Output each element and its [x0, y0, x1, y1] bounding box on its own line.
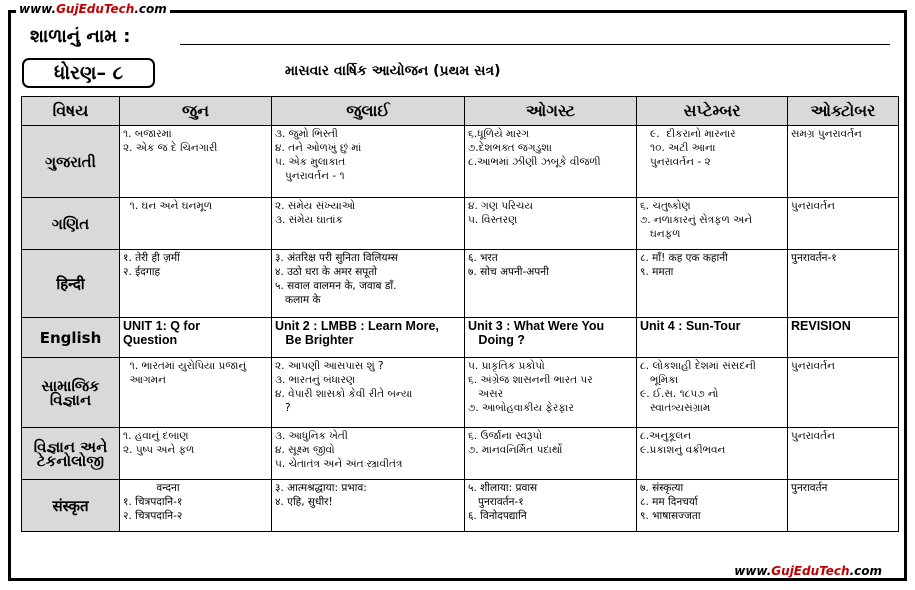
topic-line: ४. उठो धरा के अमर सपूतो: [275, 266, 377, 278]
topic-line: ૪. સૂક્ષ્મ જીવો: [275, 444, 335, 456]
topic-line: Question: [123, 333, 178, 347]
topic-cell: [465, 198, 637, 250]
topic-line: ८. माँ! कह एक कहानी: [640, 252, 728, 264]
topic-line: UNIT 1: Q for: [123, 319, 201, 333]
website-label-bottom: www.GujEduTech.com: [731, 564, 885, 578]
topic-cell: [120, 428, 272, 480]
website-label-top: www.GujEduTech.com: [16, 2, 170, 16]
topic-line: ૪. વેપારી શાસકો કેવી રીતે બન્યા: [275, 388, 413, 400]
topic-line: ૯. દીકરાનો મારનાર: [640, 128, 736, 140]
topic-line: ૫. ચેતાતંત્ર અને અંતઃસ્ત્રાવીતંત્ર: [275, 458, 403, 470]
column-header: ઓગસ્ટ: [465, 97, 637, 126]
subject-cell: [22, 126, 120, 198]
topic-line: ૧. ઘન અને ઘનમૂળ: [123, 200, 213, 212]
topic-cell: [120, 480, 272, 532]
topic-line: ૨. પુષ્પ અને ફળ: [123, 444, 195, 456]
column-header: જુલાઈ: [272, 97, 465, 126]
topic-line: ઘનફળ: [640, 228, 681, 240]
topic-cell: [465, 358, 637, 428]
topic-line: २. चित्रपदानि-२: [123, 510, 183, 522]
table-row: [22, 198, 899, 250]
topic-line: ४. एहि, सुधीर!: [275, 496, 333, 508]
topic-cell: [120, 358, 272, 428]
topic-cell: [465, 480, 637, 532]
topic-line: ६. विनोदपद्यानि: [468, 510, 527, 522]
subject-name: English: [39, 328, 102, 347]
table-row: [22, 126, 899, 198]
topic-line: ૮.આભમાં ઝીણી ઝબૂકે વીજળી: [468, 156, 601, 168]
topic-cell: [637, 126, 788, 198]
topic-line: ?: [275, 402, 291, 414]
column-header: ઓક્ટોબર: [788, 97, 899, 126]
topic-line: ૩. જુમો ભિસ્તી: [275, 128, 338, 140]
topic-line: ३. आत्मश्रद्धाया: प्रभाव:: [275, 482, 367, 494]
table-header-row: [22, 97, 899, 126]
topic-line: પુનરાવર્તન - ૨: [640, 156, 711, 168]
topic-line: ભૂમિકા: [640, 374, 679, 386]
topic-line: कलाम के: [275, 294, 321, 306]
topic-line: ૭. માનવનિર્મિત પદાર્થો: [468, 444, 563, 456]
topic-cell: [272, 198, 465, 250]
topic-line: ૬.ધૂળિયે મારગ: [468, 128, 530, 140]
topic-line: पुनरावर्तन: [791, 482, 828, 494]
topic-line: १. चित्रपदानि-१: [123, 496, 183, 508]
topic-cell: [272, 126, 465, 198]
topic-cell: [120, 126, 272, 198]
topic-line: २. ईदगाह: [123, 266, 161, 278]
topic-line: ५. शीलाया: प्रवास: [468, 482, 538, 494]
topic-line: ७. संस्कृत्या: [640, 482, 684, 494]
topic-line: પુનરાવર્તન: [791, 360, 835, 372]
subject-cell: [22, 318, 120, 358]
table-row: [22, 480, 899, 532]
topic-cell: [788, 126, 899, 198]
topic-line: ૭. આબોહવાકીય ફેરફાર: [468, 402, 574, 414]
topic-line: Unit 3 : What Were You: [468, 319, 605, 333]
topic-line: Unit 4 : Sun-Tour: [640, 319, 741, 333]
subject-cell: [22, 198, 120, 250]
topic-line: ૫. એક મુલાકાત: [275, 156, 346, 168]
topic-cell: [120, 198, 272, 250]
topic-cell: [788, 358, 899, 428]
column-header: સપ્ટેમ્બર: [637, 97, 788, 126]
subject-cell: [22, 358, 120, 428]
subject-name: हिन्दी: [56, 274, 85, 293]
topic-line: ૨. સંમેય સંખ્યાઓ: [275, 200, 356, 212]
topic-line: પુનરાવર્તન: [791, 200, 835, 212]
topic-cell: [788, 198, 899, 250]
topic-cell: [272, 428, 465, 480]
topic-line: પુનરાવર્તન: [791, 430, 835, 442]
topic-line: वन्दना: [123, 482, 180, 494]
topic-cell: [788, 480, 899, 532]
table-row: [22, 428, 899, 480]
subject-name: संस्कृत: [52, 496, 89, 515]
standard-badge: ધોરણ– ૮: [22, 58, 155, 88]
topic-line: પુનરાવર્તન - ૧: [275, 170, 345, 182]
topic-line: ૬. ઉર્જાના સ્વરૂપો: [468, 430, 542, 442]
topic-line: ૭. નળાકારનું સેત્રફળ અને: [640, 214, 753, 226]
topic-line: ૨. એક જ દે ચિનગારી: [123, 142, 218, 154]
topic-line: ૨. આપણી આસપાસ શું ?: [275, 360, 384, 372]
school-name-label: શાળાનું નામ :: [30, 26, 131, 47]
topic-line: ५. सवाल वालमन के, जवाब डॉं.: [275, 280, 397, 292]
topic-line: ૧. બજારમાં: [123, 128, 172, 140]
topic-line: ૫. પ્રાકૃતિક પ્રકોપો: [468, 360, 545, 372]
topic-cell: [637, 358, 788, 428]
topic-cell: [788, 250, 899, 318]
column-header: જુન: [120, 97, 272, 126]
topic-cell: [788, 428, 899, 480]
topic-line: ९. भाषासज्जता: [640, 510, 701, 522]
column-header: વિષય: [22, 97, 120, 126]
topic-line: Unit 2 : LMBB : Learn More,: [275, 319, 439, 333]
subject-name: સામાજિક: [41, 376, 100, 395]
subject-name: ટેકનોલોજી: [36, 451, 105, 470]
topic-line: Be Brighter: [275, 333, 354, 347]
topic-line: ૮.અનુકૂલન: [640, 430, 692, 442]
topic-cell: [637, 250, 788, 318]
topic-line: ૩. આધુનિક ખેતી: [275, 430, 348, 442]
subject-name: વિજ્ઞાન અને: [33, 437, 108, 456]
syllabus-table: [21, 96, 899, 532]
plan-title: માસવાર વાર્ષિક આયોજન (પ્રથમ સત્ર): [285, 63, 501, 79]
topic-line: REVISION: [791, 319, 851, 333]
topic-cell: [272, 250, 465, 318]
topic-cell: [465, 428, 637, 480]
topic-line: અસર: [468, 388, 504, 400]
topic-line: ૫. વિસ્તરણ: [468, 214, 518, 226]
subject-name: વિજ્ઞાન: [49, 390, 92, 409]
topic-cell: [120, 250, 272, 318]
subject-cell: [22, 428, 120, 480]
topic-line: ૪. તને ઓળખું છું માં: [275, 142, 362, 154]
topic-line: ૩. ભારતનું બંધારણ: [275, 374, 356, 386]
topic-line: ૧૦. અટી આના: [640, 142, 716, 154]
topic-line: ૮. લોકશાહી દેશમાં સંસદની: [640, 360, 756, 372]
topic-line: पुनरावर्तन-१: [791, 252, 837, 264]
topic-cell: [465, 318, 637, 358]
topic-line: ७. सोच अपनी-अपनी: [468, 266, 549, 278]
subject-name: ગુજરાતી: [45, 152, 96, 171]
topic-cell: [120, 318, 272, 358]
topic-line: ३. अंतरिक्ष परी सुनिता विलियम्स: [275, 252, 399, 264]
topic-cell: [272, 358, 465, 428]
topic-cell: [272, 318, 465, 358]
topic-cell: [637, 480, 788, 532]
subject-cell: [22, 250, 120, 318]
topic-line: ૧. હવાનું દબાણ: [123, 430, 189, 442]
topic-cell: [788, 318, 899, 358]
topic-line: ૯. ઈ.સ. ૧૮૫૭ નો: [640, 388, 719, 400]
topic-line: ૯.પ્રકાશનું વક્રીભવન: [640, 444, 726, 456]
topic-line: ८. मम दिनचर्या: [640, 496, 698, 508]
topic-line: ૩. સંમેય ઘાતાંક: [275, 214, 343, 226]
topic-line: Doing ?: [468, 333, 525, 347]
topic-line: पुनरावर्तन-१: [468, 496, 524, 508]
topic-cell: [272, 480, 465, 532]
topic-cell: [637, 428, 788, 480]
table-row: [22, 318, 899, 358]
topic-cell: [465, 250, 637, 318]
topic-line: १. तेरी ही ज़मीं: [123, 252, 180, 264]
topic-line: ६. भरत: [468, 252, 498, 264]
topic-line: આગમન: [123, 374, 166, 386]
subject-name: ગણિત: [51, 214, 90, 233]
topic-cell: [637, 198, 788, 250]
topic-cell: [465, 126, 637, 198]
subject-cell: [22, 480, 120, 532]
topic-line: ૬. અંગ્રેજ શાસનની ભારત પર: [468, 374, 593, 386]
topic-line: ૭.દેશભક્ત જગડુશા: [468, 142, 552, 154]
topic-line: ૪. ગણ પરિચય: [468, 200, 533, 212]
table-row: [22, 358, 899, 428]
topic-cell: [637, 318, 788, 358]
topic-line: ९. ममता: [640, 266, 674, 278]
topic-line: ૬. ચતુષ્કોણ: [640, 200, 691, 212]
table-row: [22, 250, 899, 318]
topic-line: સ્વાતંત્ર્યસંગ્રામ: [640, 402, 711, 414]
topic-line: ૧. ભારતમાં યુરોપિયા પ્રજાનું: [123, 360, 247, 372]
school-name-line: [180, 44, 890, 45]
topic-line: સમગ્ર પુનરાવર્તન: [791, 128, 862, 140]
